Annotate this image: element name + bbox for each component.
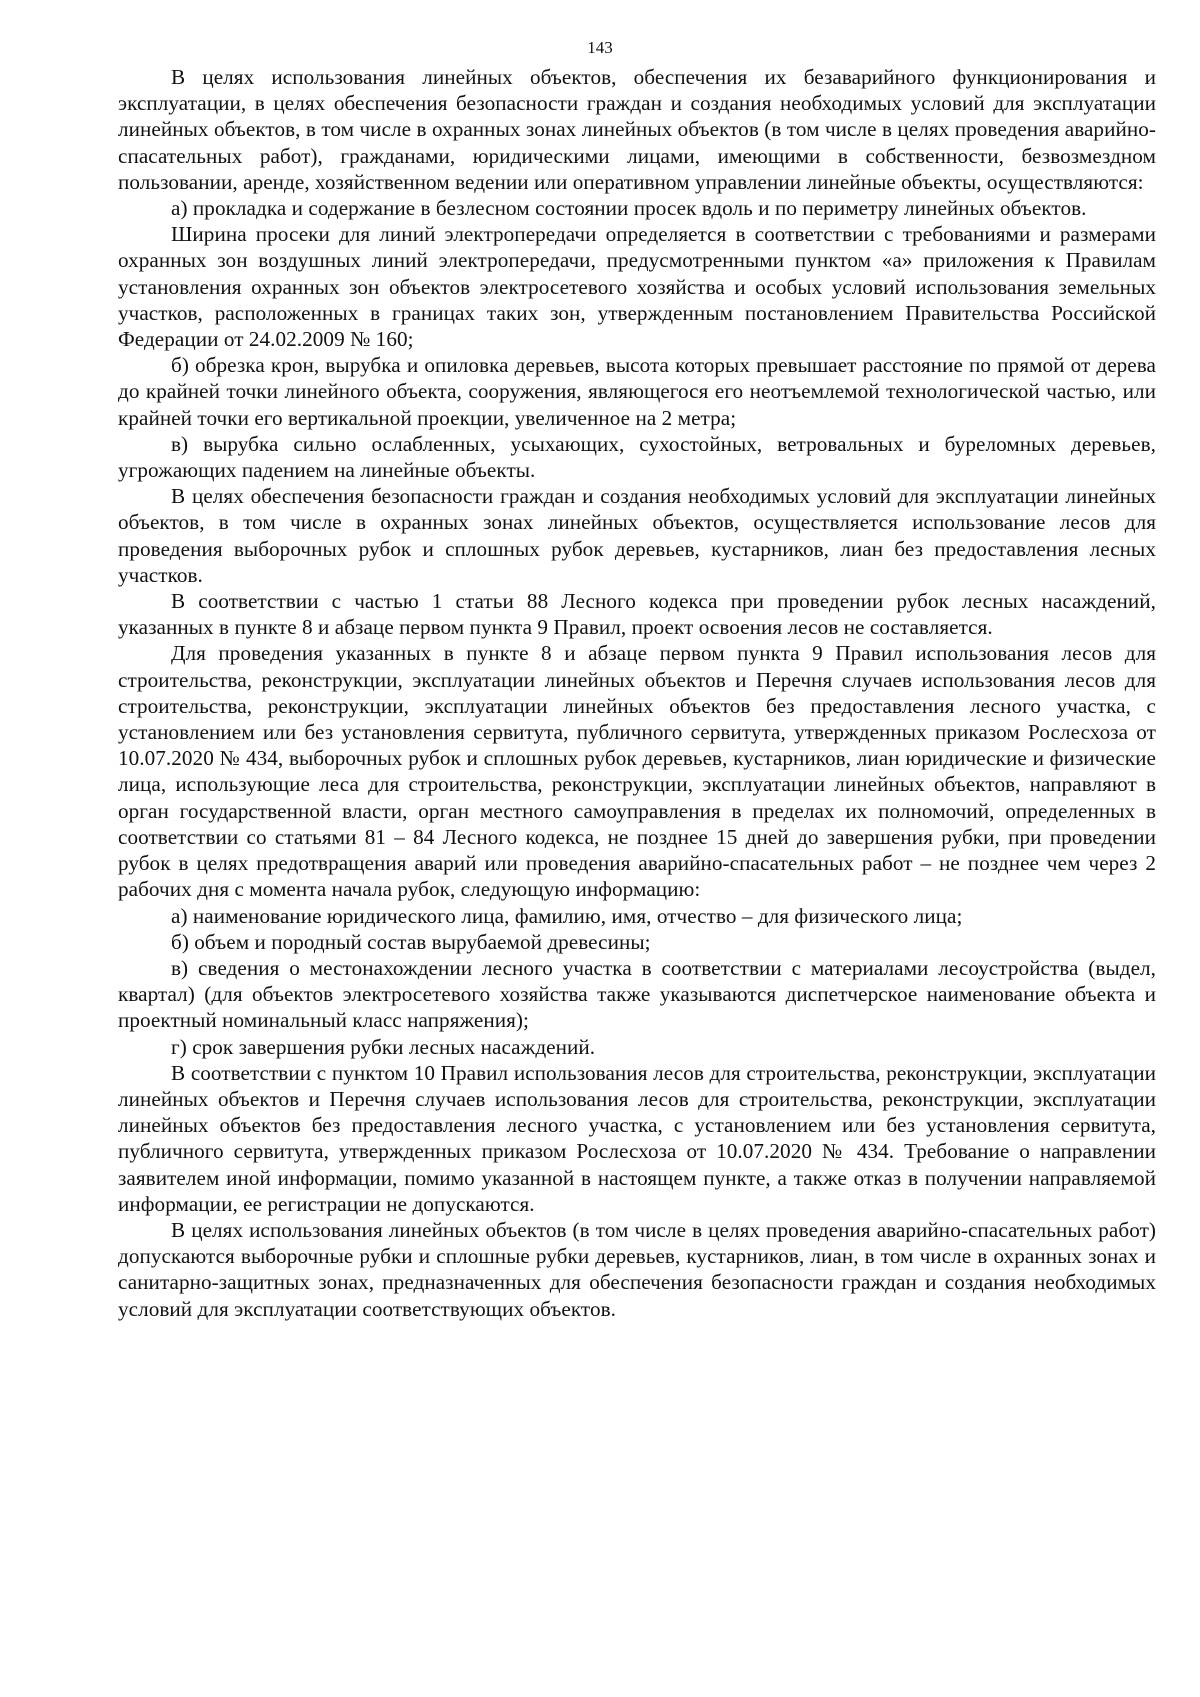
paragraph: Для проведения указанных в пункте 8 и абзаце первом пункта 9 Правил использования лесов для строительства, реконструкции, эксплуатации линейных объектов и Перечня случаев использования лесов для строительства, реконструкции, эксплуатации линейных объектов без предоставления лесного участка, с установлением или без установления сервитута, публичного сервитута, утвержденных приказом Рослесхоза от 10.07.2020 № 434, выборочных рубок и сплошных рубок деревьев, кустарников, лиан юридические и физические лица, использующие леса для строительства, реконструкции, эксплуатации линейных объектов, направляют в орган государственной власти, орган местного самоуправления в пределах их полномочий, определенных в соответствии со статьями 81 – 84 Лесного кодекса, не позднее 15 дней до завершения рубки, при проведении рубок в целях предотвращения аварий или проведения аварийно-спасательных работ – не позднее чем через 2 рабочих дня с момента начала рубок, следующую информацию:	[118, 641, 1156, 902]
paragraph: В целях использования линейных объектов (в том числе в целях проведения аварийно-спасательных работ) допускаются выборочные рубки и сплошные рубки деревьев, кустарников, лиан, в том числе в охранных зонах и санитарно-защитных зонах, предназначенных для обеспечения безопасности граждан и создания необходимых условий для эксплуатации соответствующих объектов.	[118, 1217, 1156, 1321]
paragraph: В целях использования линейных объектов, обеспечения их безаварийного функционирования и эксплуатации, в целях обеспечения безопасности граждан и создания необходимых условий для эксплуатации линейных объектов, в том числе в охранных зонах линейных объектов (в том числе в целях проведения аварийно-спасательных работ), гражданами, юридическими лицами, имеющими в собственности, безвозмездном пользовании, аренде, хозяйственном ведении или оперативном управлении линейные объекты, осуществляются:	[118, 65, 1156, 194]
paragraph: Ширина просеки для линий электропередачи определяется в соответствии с требованиями и размерами охранных зон воздушных линий электропередачи, предусмотренными пунктом «а» приложения к Правилам установления охранных зон объектов электросетевого хозяйства и особых условий использования земельных участков, расположенных в границах таких зон, утвержденным постановлением Правительства Российской Федерации от 24.02.2009 № 160;	[118, 222, 1156, 352]
paragraph: б) обрезка крон, вырубка и опиловка деревьев, высота которых превышает расстояние по прямой от дерева до крайней точки линейного объекта, сооружения, являющегося его неотъемлемой технологической частью, или крайней точки его вертикальной проекции, увеличенное на 2 метра;	[118, 353, 1156, 430]
paragraph: В соответствии с пунктом 10 Правил использования лесов для строительства, реконструкции, эксплуатации линейных объектов и Перечня случаев использования лесов для строительства, реконструкции, эксплуатации линейных объектов без предоставления лесного участка, с установлением или без установления сервитута, публичного сервитута, утвержденных приказом Рослесхоза от 10.07.2020 № 434. Требование о направлении заявителем иной информации, помимо указанной в настоящем пункте, а также отказ в получении направляемой информации, ее регистрации не допускаются.	[118, 1060, 1156, 1216]
paragraph: г) срок завершения рубки лесных насаждений.	[171, 1034, 596, 1059]
paragraph: В целях обеспечения безопасности граждан и создания необходимых условий для эксплуатации линейных объектов, в том числе в охранных зонах линейных объектов, осуществляется использование лесов для проведения выборочных рубок и сплошных рубок деревьев, кустарников, лиан без предоставления лесных участков.	[118, 484, 1156, 587]
paragraph: в) сведения о местонахождении лесного участка в соответствии с материалами лесоустройства (выдел, квартал) (для объектов электросетевого хозяйства также указываются диспетчерское наименование объекта и проектный номинальный класс напряжения);	[118, 955, 1156, 1033]
paragraph: В соответствии с частью 1 статьи 88 Лесного кодекса при проведении рубок лесных насаждений, указанных в пункте 8 и абзаце первом пункта 9 Правил, проект освоения лесов не составляется.	[118, 589, 1156, 640]
page-number: 143	[587, 38, 613, 57]
paragraph: а) прокладка и содержание в безлесном состоянии просек вдоль и по периметру линейных объектов.	[171, 196, 1087, 221]
paragraph: б) объем и породный состав вырубаемой древесины;	[171, 929, 651, 954]
paragraph: в) вырубка сильно ослабленных, усыхающих, сухостойных, ветровальных и буреломных деревьев, угрожающих падением на линейные объекты.	[118, 431, 1156, 483]
paragraph: а) наименование юридического лица, фамилию, имя, отчество – для физического лица;	[171, 903, 963, 928]
document-body	[118, 64, 1156, 1322]
